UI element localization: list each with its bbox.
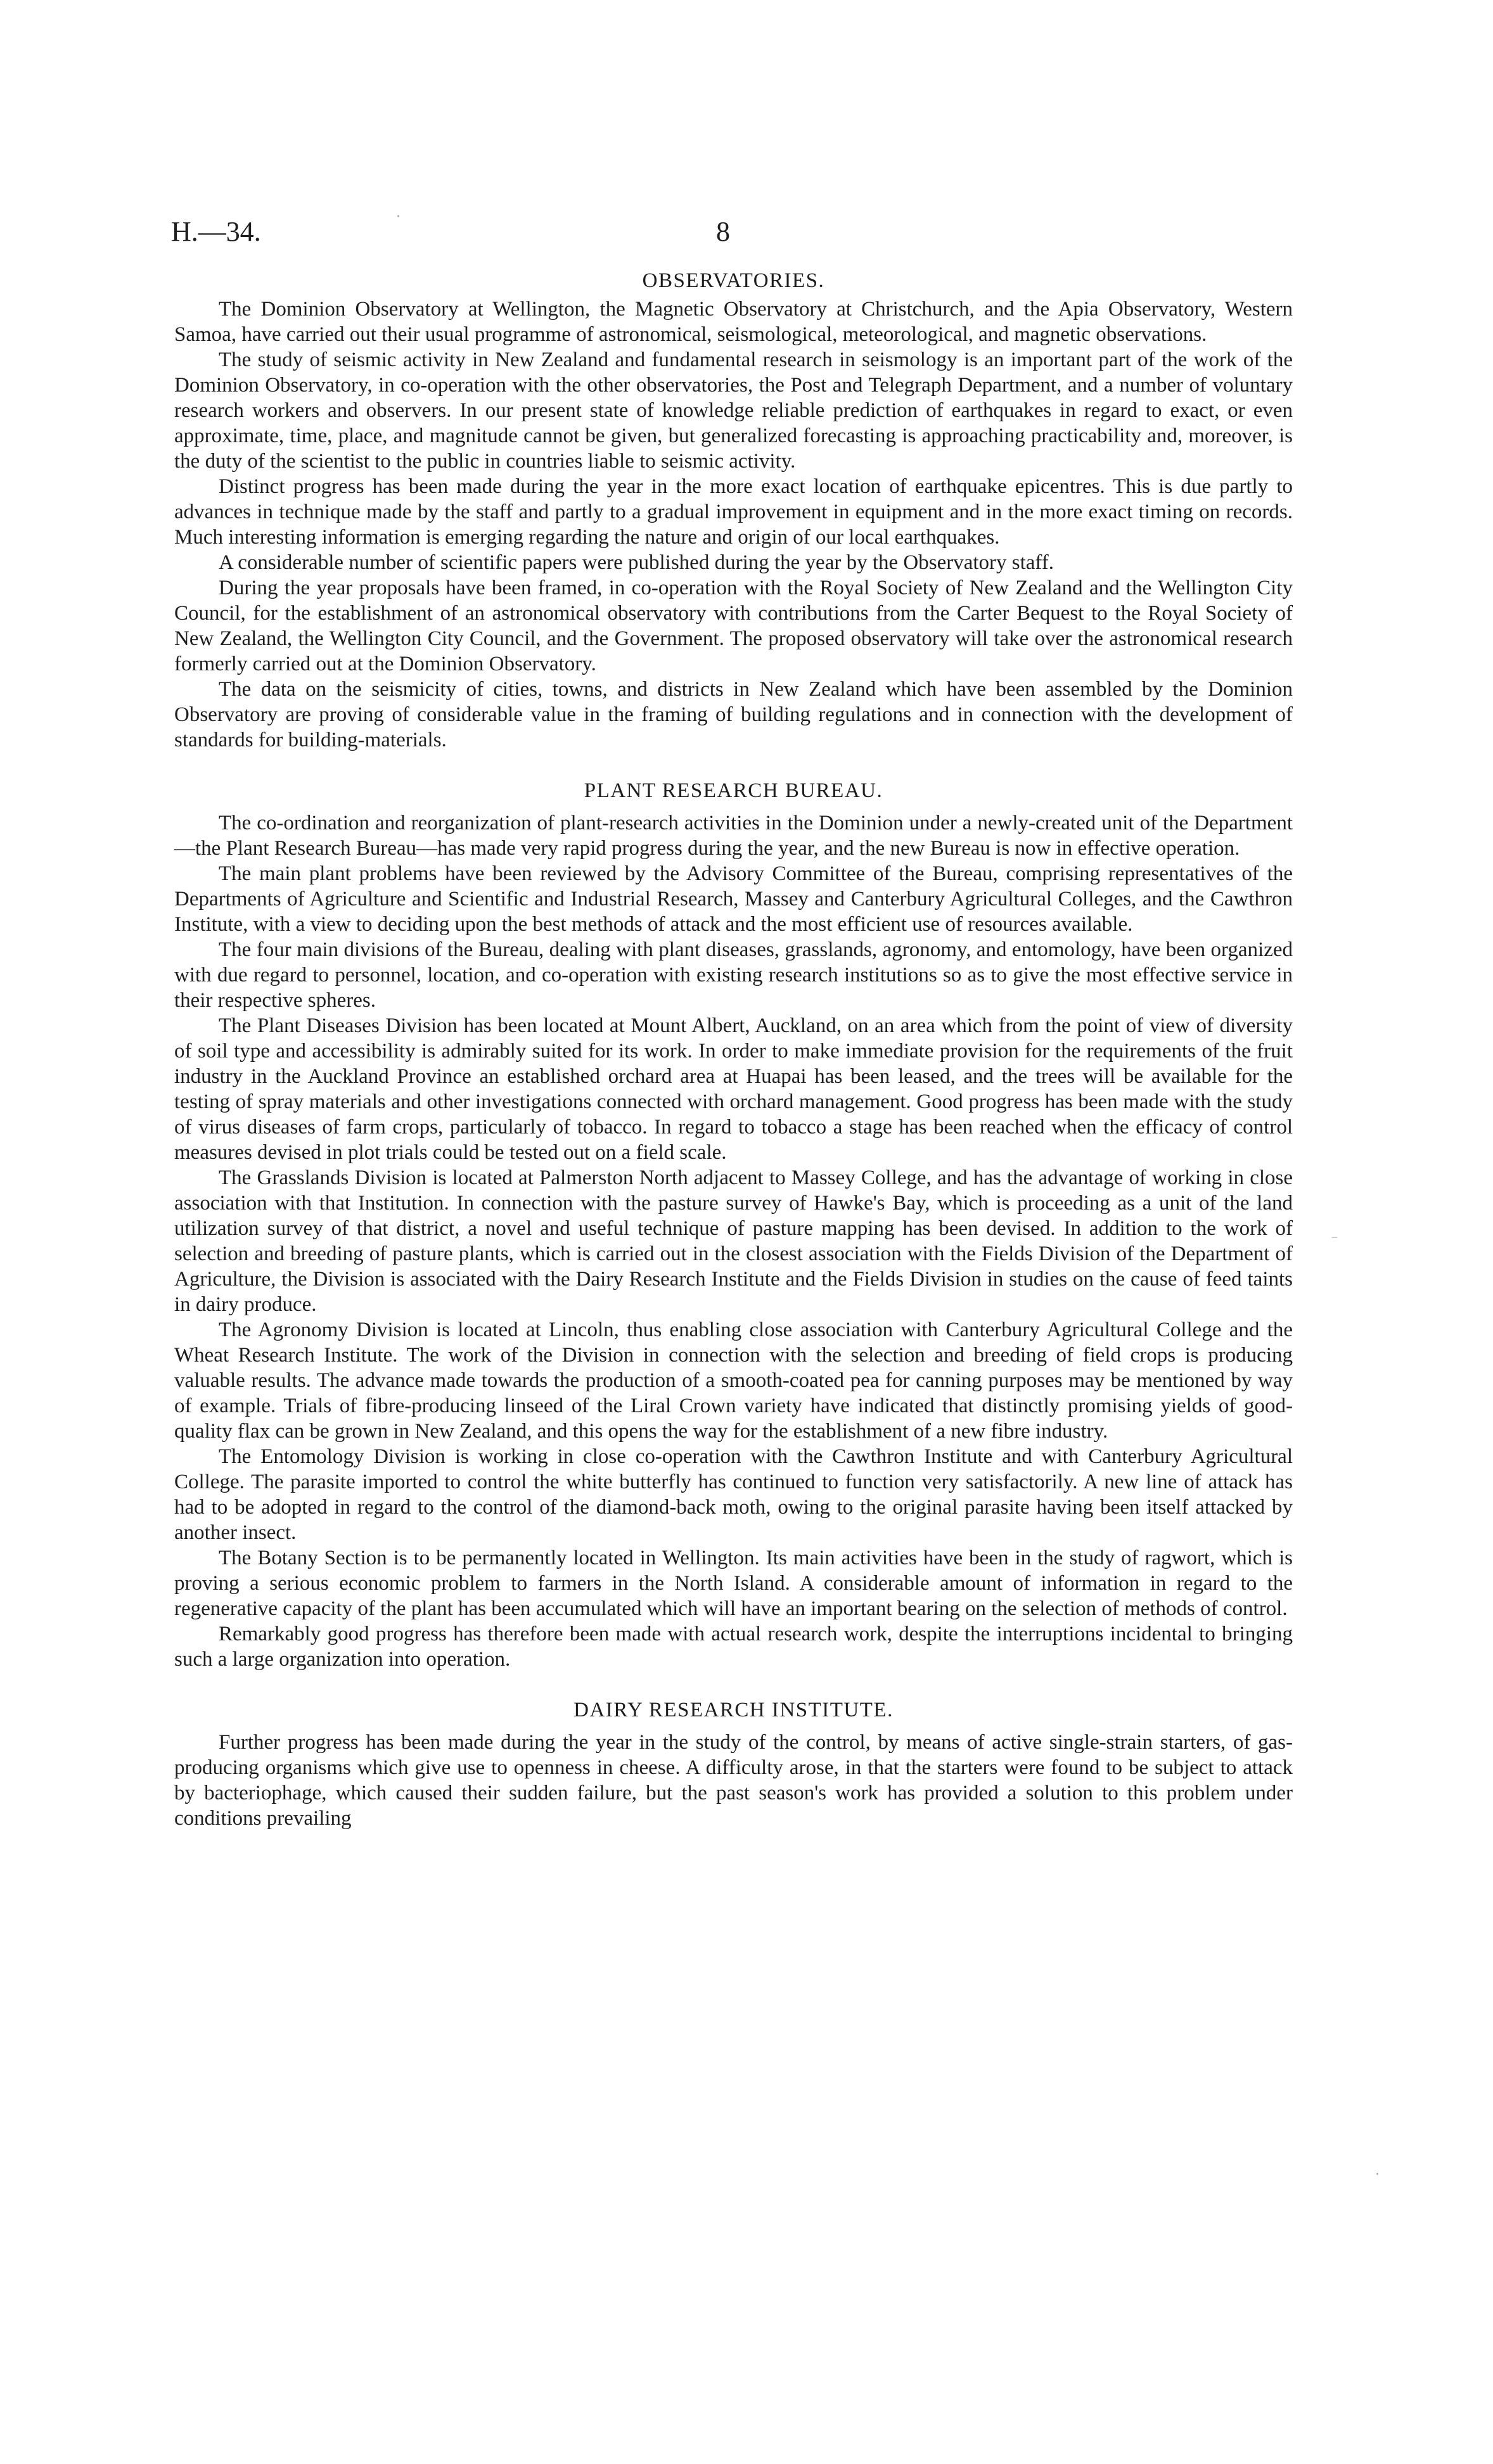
dairy-research-heading: DAIRY RESEARCH INSTITUTE. — [573, 1699, 894, 1721]
observatories-section — [174, 269, 1293, 753]
paragraph: The Dominion Observatory at Wellington, the Magnetic Observatory at Christchurch, and the Apia Observatory, Western Samoa, have carried out their usual programme of astronomical, seismological, meteorological, and magnetic observations. — [174, 298, 1293, 346]
paragraph: The data on the seismicity of cities, towns, and districts in New Zealand which have been assembled by the Dominion Observatory are proving of considerable value in the framing of building regulations and in connection with the development of standards for building-materials. — [174, 678, 1293, 751]
paragraph: The Agronomy Division is located at Lincoln, thus enabling close association with Canterbury Agricultural College and the Wheat Research Institute. The work of the Division in connection with the selection and breeding of field crops is producing valuable results. The advance made towards the production of a smooth-coated pea for canning purposes may be mentioned by way of example. Trials of fibre-producing linseed of the Liral Crown variety have indicated that distinctly promising yields of good-quality flax can be grown in New Zealand, and this opens the way for the establishment of a new fibre industry. — [174, 1318, 1293, 1443]
paragraph: The four main divisions of the Bureau, dealing with plant diseases, grasslands, agronomy, and entomology, have been organized with due regard to personnel, location, and co-operation with existing research institutions so as to give the most effective service in their respective spheres. — [174, 938, 1293, 1012]
observatories-heading: OBSERVATORIES. — [642, 269, 825, 292]
page-number: 8 — [716, 216, 730, 247]
plant-research-section — [174, 779, 1293, 1672]
paragraph: A considerable number of scientific papers were published during the year by the Observatory staff. — [219, 551, 1054, 574]
scan-speck: · — [396, 209, 400, 225]
scan-speck: · — [1375, 2167, 1380, 2183]
paragraph: Remarkably good progress has therefore been made with actual research work, despite the interruptions incidental to bringing such a large organization into operation. — [174, 1623, 1293, 1671]
plant-research-heading: PLANT RESEARCH BUREAU. — [584, 779, 883, 802]
paragraph: During the year proposals have been framed, in co-operation with the Royal Society of New Zealand and the Wellington City Council, for the establishment of an astronomical observatory with contributions from the Carter Bequest to the Royal Society of New Zealand, the Wellington City Council, and the Government. The proposed observatory will take over the astronomical research formerly carried out at the Dominion Observatory. — [174, 577, 1293, 675]
document-reference: H.—34. — [171, 216, 261, 247]
paragraph: Further progress has been made during the year in the study of the control, by means of active single-strain starters, of gas-producing organisms which give use to openness in cheese. A difficulty arose, in that the starters were found to be subject to attack by bacteriophage, which caused their sudden failure, but the past season's work has provided a solution to this problem under conditions prevailing — [174, 1731, 1293, 1830]
scan-speck: ⁻ — [1331, 1232, 1338, 1248]
page-body — [174, 269, 1293, 1831]
page-header — [171, 215, 1293, 253]
paragraph: The Botany Section is to be permanently located in Wellington. Its main activities have been in the study of ragwort, which is proving a serious economic problem to farmers in the North Island. A considerable amount of information in regard to the regenerative capacity of the plant has been accumulated which will have an important bearing on the selection of methods of control. — [174, 1547, 1293, 1620]
paragraph: Distinct progress has been made during the year in the more exact location of earthquake epicentres. This is due partly to advances in technique made by the staff and partly to a gradual improvement in equipment and in the more exact timing on records. Much interesting information is emerging regarding the nature and origin of our local earthquakes. — [174, 475, 1293, 549]
paragraph: The study of seismic activity in New Zealand and fundamental research in seismology is an important part of the work of the Dominion Observatory, in co-operation with the other observatories, the Post and Telegraph Department, and a number of voluntary research workers and observers. In our present state of knowledge reliable prediction of earthquakes in regard to exact, or even approximate, time, place, and magnitude cannot be given, but generalized forecasting is approaching practicability and, moreover, is the duty of the scientist to the public in countries liable to seismic activity. — [174, 348, 1293, 473]
paragraph: The co-ordination and reorganization of plant-research activities in the Dominion under a newly-created unit of the Department—the Plant Research Bureau—has made very rapid progress during the year, and the new Bureau is now in effective operation. — [174, 812, 1293, 860]
paragraph: The Plant Diseases Division has been located at Mount Albert, Auckland, on an area which from the point of view of diversity of soil type and accessibility is admirably suited for its work. In order to make immediate provision for the requirements of the fruit industry in the Auckland Province an established orchard area at Huapai has been leased, and the trees will be available for the testing of spray materials and other investigations connected with orchard management. Good progress has been made with the study of virus diseases of farm crops, particularly of tobacco. In regard to tobacco a stage has been reached when the efficacy of control measures devised in plot trials could be tested out on a field scale. — [174, 1014, 1293, 1164]
paragraph: The Entomology Division is working in close co-operation with the Cawthron Institute and with Canterbury Agricultural College. The parasite imported to control the white butterfly has continued to function very satisfactorily. A new line of attack has had to be adopted in regard to the control of the diamond-back moth, owing to the original parasite having been itself attacked by another insect. — [174, 1445, 1293, 1544]
dairy-research-section — [174, 1699, 1293, 1831]
paragraph: The Grasslands Division is located at Palmerston North adjacent to Massey College, and has the advantage of working in close association with that Institution. In connection with the pasture survey of Hawke's Bay, which is proceeding as a unit of the land utilization survey of that district, a novel and useful technique of pasture mapping has been devised. In addition to the work of selection and breeding of pasture plants, which is carried out in the closest association with the Fields Division of the Department of Agriculture, the Division is associated with the Dairy Research Institute and the Fields Division in studies on the cause of feed taints in dairy produce. — [174, 1166, 1293, 1316]
paragraph: The main plant problems have been reviewed by the Advisory Committee of the Bureau, comprising representatives of the Departments of Agriculture and Scientific and Industrial Research, Massey and Canterbury Agricultural Colleges, and the Cawthron Institute, with a view to deciding upon the best methods of attack and the most efficient use of resources available. — [174, 862, 1293, 936]
